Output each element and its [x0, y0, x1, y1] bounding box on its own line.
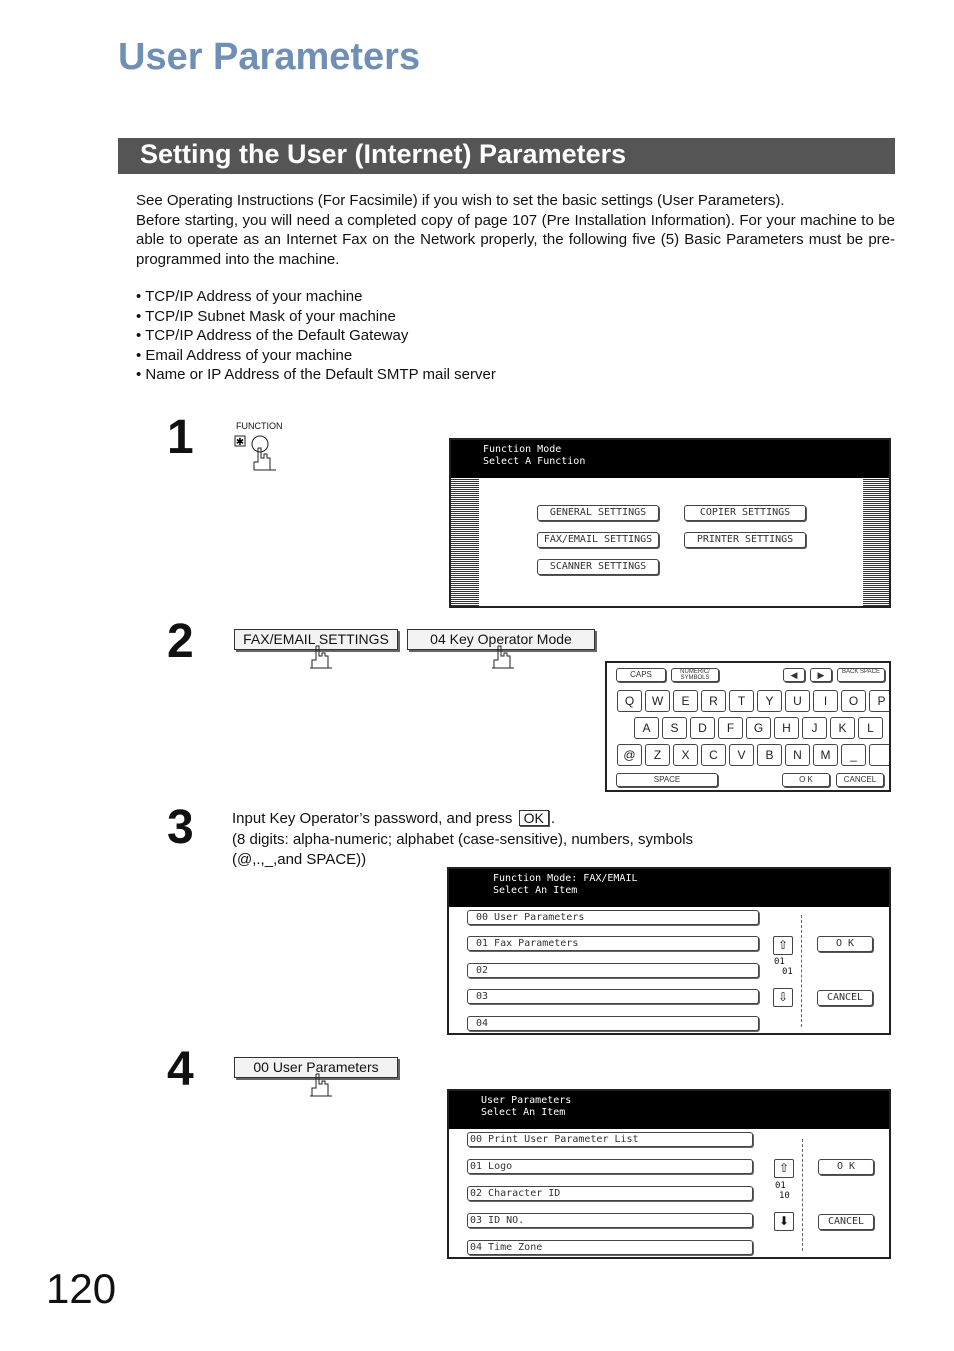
list-item[interactable]: 02 [467, 963, 759, 978]
caps-key[interactable]: CAPS [616, 668, 666, 682]
keyboard-cancel-key[interactable]: CANCEL [836, 773, 884, 787]
page-counter-total: 01 [782, 967, 793, 977]
page-title: User Parameters [118, 36, 421, 78]
bullet-item: • Email Address of your machine [136, 346, 353, 364]
key[interactable]: J [802, 717, 827, 739]
step3-line-3: (@,.,_,and SPACE)) [232, 851, 367, 868]
keyboard-row-1 [617, 690, 891, 712]
bullet-item: • TCP/IP Address of your machine [136, 288, 363, 305]
page-counter-total: 10 [779, 1191, 790, 1201]
screen-header [451, 440, 889, 478]
fax-email-settings-button[interactable]: FAX/EMAIL SETTINGS [537, 532, 659, 548]
key[interactable]: _ [841, 744, 866, 766]
general-settings-button[interactable]: GENERAL SETTINGS [537, 505, 659, 521]
backspace-key[interactable]: BACK SPACE [837, 668, 885, 682]
screen-side-pattern [451, 478, 479, 606]
list-item[interactable]: 00 User Parameters [467, 910, 759, 925]
hand-pointer-icon [308, 644, 334, 672]
svg-text:✱: ✱ [235, 437, 245, 448]
list-item[interactable]: 04 [467, 1016, 759, 1031]
key[interactable]: N [785, 744, 810, 766]
step3-line-1 [232, 809, 693, 830]
divider [801, 915, 802, 1027]
function-key-label: FUNCTION [236, 421, 283, 431]
key[interactable]: O [841, 690, 866, 712]
intro-paragraph [136, 191, 895, 269]
bullet-item: • TCP/IP Subnet Mask of your machine [136, 307, 396, 325]
cursor-right-key[interactable]: ▶ [810, 668, 832, 682]
key[interactable]: T [729, 690, 754, 712]
key[interactable]: P [869, 690, 891, 712]
key[interactable]: Y [757, 690, 782, 712]
scroll-up-button[interactable] [773, 936, 793, 955]
fax-email-mode-screen [447, 867, 891, 1035]
intro-line-2: Before starting, you will need a completed copy of page 107 (Pre Installation Information). For your machine to be able to operate as an Internet Fax on the Network properly, the following five (5) Basic Parameters must be pre-programmed into the machine. [136, 211, 895, 268]
key[interactable]: V [729, 744, 754, 766]
screen-header-line: Function Mode [483, 444, 562, 455]
keyboard-screen [605, 661, 891, 792]
arrow-up-icon: ⇧ [777, 938, 789, 952]
bullet-item: • TCP/IP Address of the Default Gateway [136, 327, 409, 344]
hand-pointer-icon [308, 1072, 334, 1100]
step-number: 4 [167, 1043, 194, 1096]
scroll-down-button[interactable] [774, 1212, 794, 1231]
screen-header-line: Select An Item [493, 885, 578, 896]
key[interactable]: A [634, 717, 659, 739]
hand-pointer-icon [490, 644, 516, 672]
arrow-down-icon: ⬇ [778, 1214, 790, 1228]
step-number: 2 [167, 615, 194, 668]
screen-side-pattern [863, 478, 889, 606]
key[interactable]: Q [617, 690, 642, 712]
step3-instructions [232, 809, 693, 871]
bullet-item: • Name or IP Address of the Default SMTP mail server [136, 366, 496, 383]
key[interactable]: D [690, 717, 715, 739]
function-mode-screen [449, 438, 891, 608]
arrow-down-icon: ⇩ [777, 990, 789, 1004]
list-item[interactable]: 03 [467, 989, 759, 1004]
section-title: Setting the User (Internet) Parameters [140, 139, 627, 169]
key[interactable]: C [701, 744, 726, 766]
key[interactable] [869, 744, 891, 766]
key[interactable]: H [774, 717, 799, 739]
key[interactable]: G [746, 717, 771, 739]
screen-header [449, 869, 889, 907]
key[interactable]: Z [645, 744, 670, 766]
page-counter-current: 01 [774, 957, 785, 967]
key[interactable]: M [813, 744, 838, 766]
step-number: 3 [167, 801, 194, 854]
scroll-up-button[interactable] [774, 1159, 794, 1178]
page-counter [774, 957, 793, 977]
function-key-icon [234, 434, 284, 472]
scroll-down-button[interactable] [773, 988, 793, 1007]
page-counter [775, 1181, 790, 1201]
ok-button[interactable]: O K [817, 936, 873, 952]
keyboard-row-3 [617, 744, 891, 766]
page-number: 120 [46, 1265, 117, 1312]
step3-text-end: . [550, 810, 556, 827]
step-number: 1 [167, 411, 194, 464]
step3-line-2: (8 digits: alpha-numeric; alphabet (case-sensitive), numbers, symbols [232, 830, 694, 848]
key[interactable]: U [785, 690, 810, 712]
user-parameters-key[interactable]: 00 User Parameters [234, 1057, 398, 1078]
bullet-list [136, 287, 496, 385]
ok-button[interactable]: O K [818, 1159, 874, 1175]
list-item[interactable]: 02 Character ID [467, 1186, 753, 1201]
list-item[interactable]: 00 Print User Parameter List [467, 1132, 753, 1147]
key[interactable]: K [830, 717, 855, 739]
key-operator-mode-key[interactable]: 04 Key Operator Mode [407, 629, 595, 650]
screen-header-line: Select A Function [483, 456, 586, 467]
user-parameters-screen [447, 1089, 891, 1259]
screen-header-line: User Parameters [481, 1095, 572, 1106]
fax-email-settings-key[interactable]: FAX/EMAIL SETTINGS [234, 629, 398, 650]
list-item[interactable]: 01 Logo [467, 1159, 753, 1174]
key[interactable]: R [701, 690, 726, 712]
intro-line-1: See Operating Instructions (For Facsimile) if you wish to set the basic settings (User Parameters). [136, 192, 785, 209]
section-header-bar [118, 138, 895, 174]
divider [802, 1139, 803, 1251]
key[interactable]: X [673, 744, 698, 766]
list-item[interactable]: 04 Time Zone [467, 1240, 753, 1255]
function-key[interactable] [234, 434, 284, 477]
printer-settings-button[interactable]: PRINTER SETTINGS [684, 532, 806, 548]
space-key[interactable]: SPACE [616, 773, 718, 787]
key[interactable]: W [645, 690, 670, 712]
ok-key-label: OK [519, 810, 549, 826]
key[interactable]: B [757, 744, 782, 766]
page-counter-current: 01 [775, 1181, 786, 1191]
key[interactable]: @ [617, 744, 642, 766]
key[interactable]: L [858, 717, 883, 739]
cursor-left-key[interactable]: ◀ [783, 668, 805, 682]
key[interactable]: I [813, 690, 838, 712]
keyboard-ok-key[interactable]: O K [782, 773, 830, 787]
screen-header [449, 1091, 889, 1129]
numeric-symbols-key[interactable]: NUMERIC/ SYMBOLS [671, 668, 719, 682]
arrow-up-icon: ⇧ [778, 1161, 790, 1175]
list-item[interactable]: 03 ID NO. [467, 1213, 753, 1228]
scanner-settings-button[interactable]: SCANNER SETTINGS [537, 559, 659, 575]
keyboard-row-2 [634, 717, 883, 739]
list-item[interactable]: 01 Fax Parameters [467, 936, 759, 951]
screen-header-line: Select An Item [481, 1107, 566, 1118]
key[interactable]: F [718, 717, 743, 739]
screen-header-line: Function Mode: FAX/EMAIL [493, 873, 638, 884]
copier-settings-button[interactable]: COPIER SETTINGS [684, 505, 806, 521]
step3-text: Input Key Operator’s password, and press [232, 810, 513, 827]
cancel-button[interactable]: CANCEL [818, 1214, 874, 1230]
key[interactable]: S [662, 717, 687, 739]
cancel-button[interactable]: CANCEL [817, 990, 873, 1006]
key[interactable]: E [673, 690, 698, 712]
